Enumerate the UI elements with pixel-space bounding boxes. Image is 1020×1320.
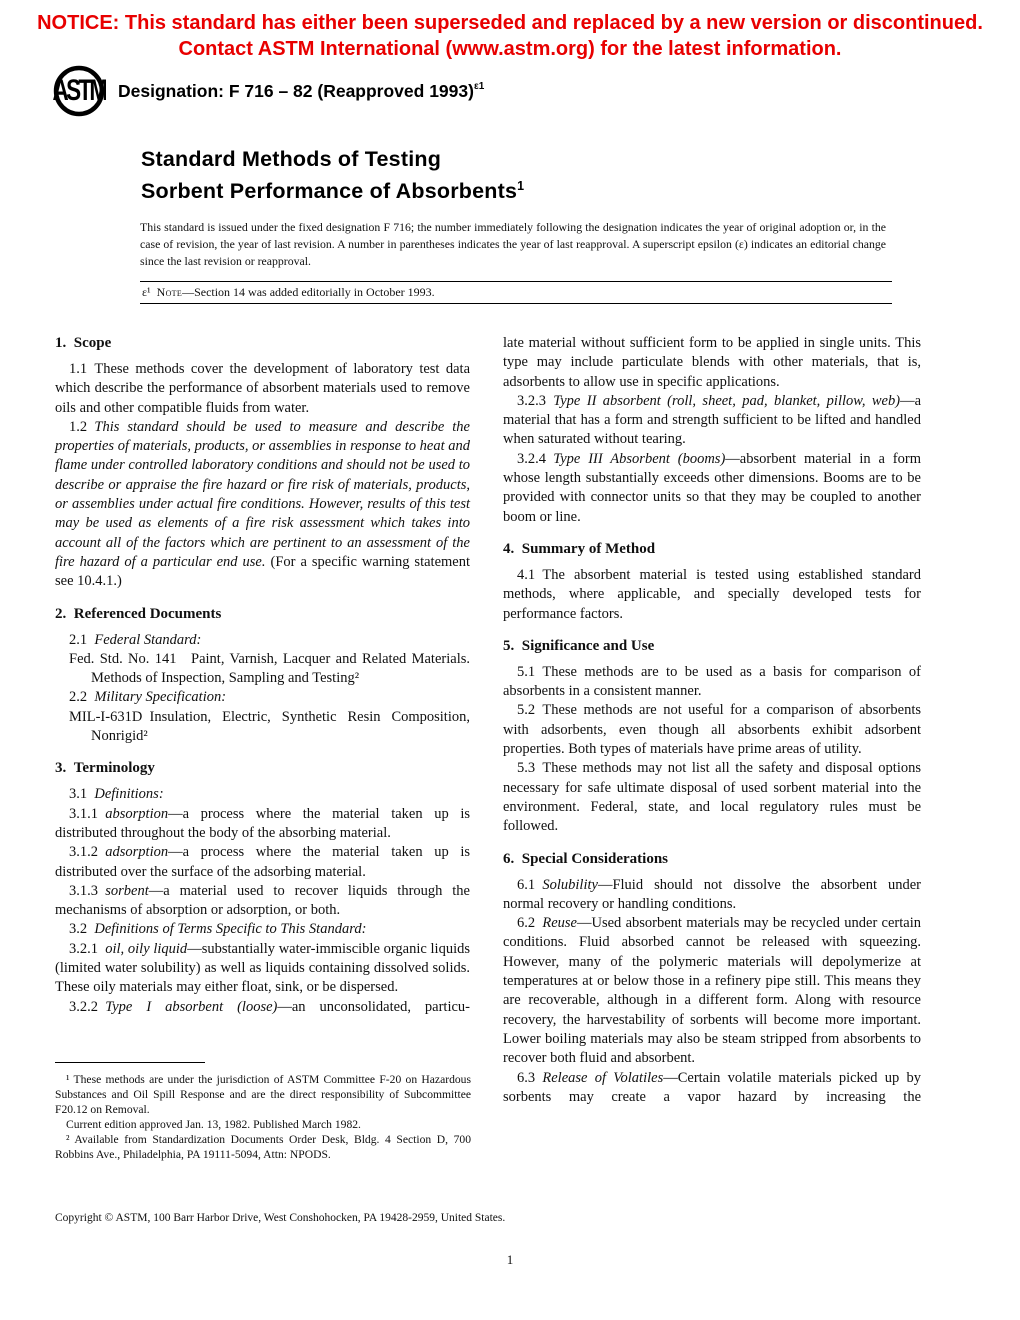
para-3-1-label: Definitions:	[94, 786, 164, 803]
section-5-heading: 5. Significance and Use	[503, 637, 655, 654]
para-5-1: 5.1 These methods are to be used as a basis for comparison of absorbents in a consistent manner.	[503, 663, 921, 700]
editorial-note	[140, 281, 892, 304]
definition-text: —an unconsolidated, particu-	[277, 998, 471, 1015]
term-type-2-absorbent: Type II absorbent (roll, sheet, pad, blanket, pillow, web)	[553, 392, 901, 409]
para-6-3	[503, 1069, 921, 1108]
astm-logo-text: ASTM	[52, 73, 106, 107]
para-num: 1.2	[69, 418, 95, 435]
term-oil-oily-liquid: oil, oily liquid	[105, 940, 188, 957]
para-1-2	[55, 418, 470, 592]
para-num: 3.1	[69, 786, 95, 803]
para-3-2-1	[55, 940, 470, 998]
footnotes-block	[55, 1062, 471, 1162]
term-solubility: Solubility	[542, 876, 598, 893]
definition-text: —Used absorbent materials may be recycled under certain conditions. Fluid absorbed cannot be released with squeezing. However, many of the polymeric materials will depolymerize at temperatures at or below those in a refinery pipe still. This means they are recoverable, although in a different form. Along with resource recovery, the harvestability of sorbents will become more important. Lower boiling materials may also be steam stripped from absorbents to recover both fluid and absorbent.	[503, 915, 921, 1067]
para-3-1-3	[55, 882, 470, 921]
para-3-2-2-continued: late material without sufficient form to be applied in single units. This type may include particulate blends with other materials, that is, adsorbents to allow use in specific applications.	[503, 335, 921, 390]
section-4-heading: 4. Summary of Method	[503, 540, 656, 557]
para-num: 6.2	[517, 915, 543, 932]
reference-military-spec: MIL-I-631D Insulation, Electric, Synthetic Resin Composition, Nonrigid²	[69, 708, 470, 745]
notice-line-2: Contact ASTM International (www.astm.org) for the latest information.	[178, 38, 842, 60]
footnote-separator	[55, 1062, 205, 1063]
designation-line	[118, 81, 484, 102]
footnote-edition: Current edition approved Jan. 13, 1982. Published March 1982.	[66, 1118, 361, 1131]
para-num: 3.1.1	[69, 805, 106, 822]
para-5-2: 5.2 These methods are not useful for a comparison of absorbents with adsorbents, even though all absorbents exhibit adsorbent properties. Both types of materials have prime areas of utility.	[503, 702, 921, 758]
para-num: 2.1	[69, 631, 95, 648]
para-num: 3.2.4	[517, 450, 554, 467]
page-number: 1	[506, 1252, 514, 1267]
para-num: 2.2	[69, 689, 95, 706]
supersession-notice	[0, 10, 1020, 62]
copyright-line: Copyright © ASTM, 100 Barr Harbor Drive, West Conshohocken, PA 19428-2959, United States.	[55, 1212, 506, 1224]
para-num: 6.3	[517, 1069, 543, 1086]
term-sorbent: sorbent	[105, 882, 149, 899]
para-3-2-4	[503, 450, 921, 527]
designation-epsilon-superscript: ε1	[473, 80, 485, 92]
para-3-2	[55, 920, 470, 939]
para-5-3: 5.3 These methods may not list all the safety and disposal options necessary for safe ultimate disposal of used sorbent material into the environment. Federal, state, and local regulatory rules must be followed.	[503, 760, 921, 835]
section-3-heading: 3. Terminology	[55, 760, 155, 777]
note-label: Note	[156, 285, 183, 299]
note-epsilon: ε¹	[142, 285, 151, 299]
para-3-2-2	[55, 998, 470, 1017]
para-num: 3.2.1	[69, 940, 106, 957]
para-3-2-label: Definitions of Terms Specific to This Standard:	[94, 921, 367, 938]
para-num: 3.1.2	[69, 844, 106, 861]
para-3-2-3	[503, 392, 921, 450]
section-1-heading: 1. Scope	[55, 335, 112, 351]
note-text: —Section 14 was added editorially in October 1993.	[182, 285, 435, 299]
astm-logo-icon	[52, 64, 106, 118]
para-2-2	[55, 688, 470, 707]
para-4-1: 4.1 The absorbent material is tested using established standard methods, where applicable, and specially developed tests for performance factors.	[503, 566, 921, 622]
term-absorption: absorption	[105, 805, 169, 822]
para-2-2-label: Military Specification:	[94, 689, 227, 706]
masthead	[52, 64, 484, 118]
para-num: 3.2.3	[517, 392, 554, 409]
para-2-1	[55, 631, 470, 650]
definition-text: —a process where the material taken up is distributed throughout the body of the absorbing material.	[55, 805, 470, 841]
title-footnote-ref: 1	[517, 179, 525, 193]
para-2-1-label: Federal Standard:	[94, 631, 202, 648]
footnote-1: ¹ These methods are under the jurisdiction of ASTM Committee F-20 on Hazardous Substances and Oil Spill Response and are the direct responsibility of Subcommittee F20.12 on Removal.	[55, 1073, 471, 1116]
para-1-2-italic: This standard should be used to measure and describe the properties of materials, products, or assemblies in response to heat and flame under controlled laboratory conditions and should not be used to describe or appraise the fire hazard or fire risk of materials, products, or assemblies under actual fire conditions. However, results of this test may be used as elements of a fire risk assessment which takes into account all of the factors which are pertinent to an assessment of the fire hazard of a particular end use.	[55, 418, 470, 570]
left-column	[55, 334, 470, 1017]
definition-text: —a material used to recover liquids through the mechanisms of absorption or adsorption, or both.	[55, 882, 470, 919]
para-num: 3.2	[69, 921, 95, 938]
para-3-1-1	[55, 805, 470, 844]
issuance-statement: This standard is issued under the fixed designation F 716; the number immediately following the designation indicates the year of original adoption or, in the case of revision, the year of last revision. A number in parentheses indicates the year of last reapproval. A superscript epsilon (ε) indicates an editorial change since the last revision or reapproval.	[140, 220, 886, 268]
designation-text: Designation: F 716 – 82 (Reapproved 1993)	[118, 80, 474, 101]
para-num: 3.2.2	[69, 998, 106, 1015]
para-1-2-tail: (For a specific warning statement see 10.4.1.)	[55, 553, 471, 590]
title-line-2: Sorbent Performance of Absorbents	[141, 179, 518, 204]
section-6-heading: 6. Special Considerations	[503, 850, 669, 867]
definition-text: —absorbent material in a form whose length substantially exceeds other dimensions. Booms are to be provided with connector units so that they may be coupled to another boom or line.	[503, 450, 921, 525]
term-type-3-absorbent: Type III Absorbent (booms)	[553, 450, 726, 467]
section-2-heading: 2. Referenced Documents	[55, 605, 222, 622]
para-3-1-2	[55, 843, 470, 882]
term-adsorption: adsorption	[105, 844, 169, 861]
para-1-1: 1.1 These methods cover the development of laboratory test data which describe the performance of absorbent materials used to remove oils and other compatible fluids from water.	[55, 361, 470, 416]
document-title	[141, 146, 524, 205]
definition-text: —substantially water-immiscible organic liquids (limited water solubility) as well as liquids containing dissolved solids. These oily materials may either float, sink, or be dispersed.	[55, 940, 470, 996]
para-num: 6.1	[517, 876, 543, 893]
definition-text: —Fluid should not dissolve the absorbent under normal recovery or handling conditions.	[503, 876, 921, 912]
term-reuse: Reuse	[542, 915, 577, 932]
right-column	[503, 334, 921, 1107]
para-6-2	[503, 914, 921, 1068]
definition-text: —a process where the material taken up is distributed over the surface of the adsorbing material.	[55, 844, 470, 880]
term-release-of-volatiles: Release of Volatiles	[542, 1069, 664, 1086]
term-type-1-absorbent: Type I absorbent (loose)	[105, 998, 278, 1015]
definition-text: —a material that has a form and strength sufficient to be lifted and handled when saturated without tearing.	[503, 392, 921, 448]
para-6-1	[503, 876, 921, 915]
para-3-1	[55, 785, 470, 804]
footnote-2: ² Available from Standardization Documents Order Desk, Bldg. 4 Section D, 700 Robbins Ave., Philadelphia, PA 19111-5094, Attn: NPODS.	[55, 1133, 471, 1161]
para-num: 3.1.3	[69, 882, 106, 899]
reference-federal-standard: Fed. Std. No. 141 Paint, Varnish, Lacquer and Related Materials. Methods of Inspection, Sampling and Testing²	[69, 650, 470, 687]
definition-text: —Certain volatile materials picked up by sorbents may create a vapor hazard by increasing the	[503, 1069, 921, 1105]
title-line-1: Standard Methods of Testing	[141, 147, 442, 171]
notice-line-1: NOTICE: This standard has either been superseded and replaced by a new version or discontinued.	[37, 12, 983, 34]
